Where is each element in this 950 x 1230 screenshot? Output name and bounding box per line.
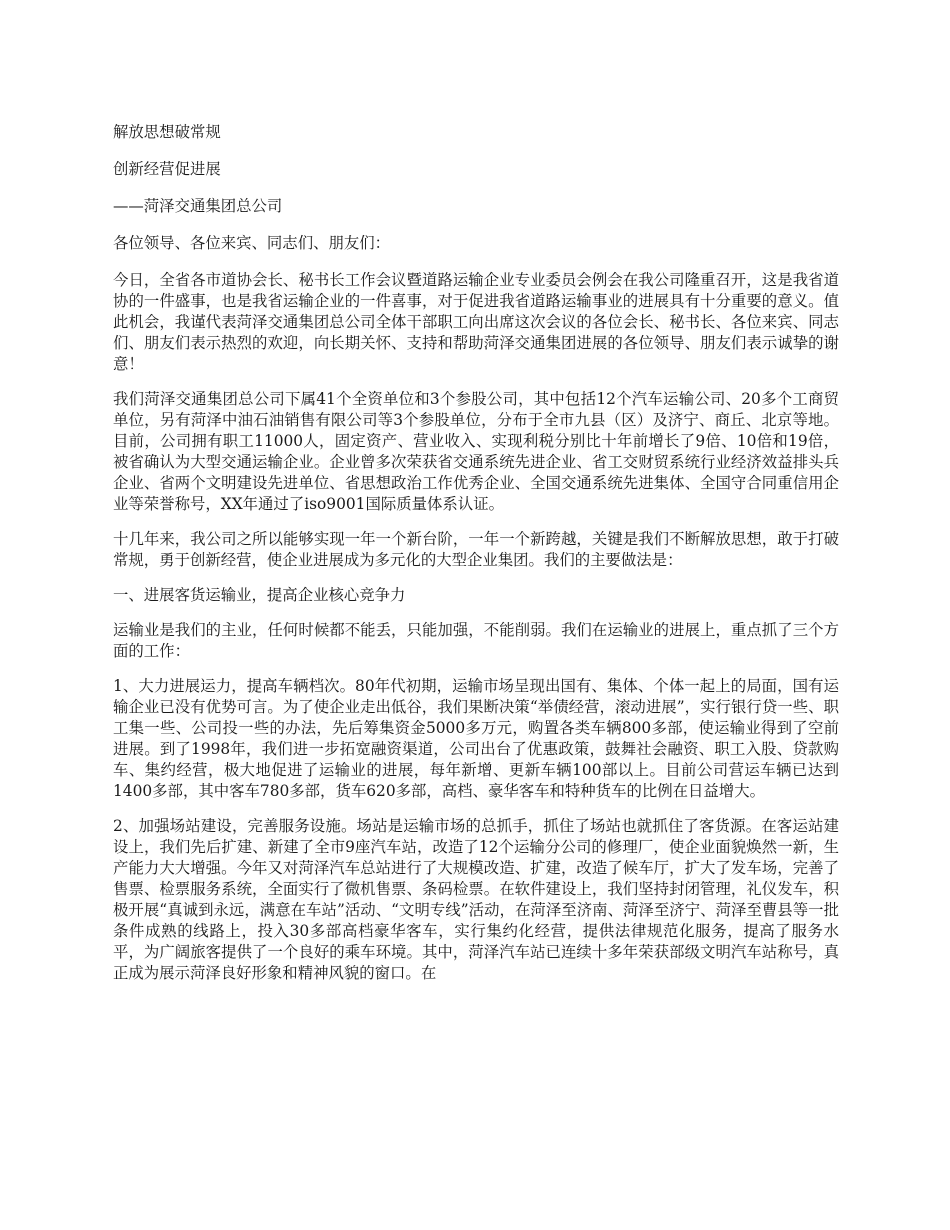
section-heading-1: 一、进展客货运输业，提高企业核心竞争力 bbox=[113, 586, 406, 604]
paragraph-transport-intro: 运输业是我们的主业，任何时候都不能丢，只能加强，不能削弱。我们在运输业的进展上，重点抓了三个方面的工作： bbox=[113, 621, 839, 660]
paragraph-overview: 十几年来，我公司之所以能够实现一年一个新台阶，一年一个新跨越，关键是我们不断解放思想，敢于打破常规，勇于创新经营，使企业进展成为多元化的大型企业集团。我们的主要做法是： bbox=[113, 530, 839, 569]
paragraph-company-profile: 我们菏泽交通集团总公司下属41个全资单位和3个参股公司，其中包括12个汽车运输公司、20多个工商贸单位，另有菏泽中油石油销售有限公司等3个参股单位，分布于全市九县（区）及济宁、商丘、北京等地。目前，公司拥有职工11000人，固定资产、营业收入、实现利税分别比十年前增长了9倍、10倍和19倍，被省确认为大型交通运输企业。企业曾多次荣获省交通系统先进企业、省工交财贸系统行业经济效益排头兵企业、省两个文明建设先进单位、省思想政治工作优秀企业、全国交通系统先进集体、全国守合同重信用企业等荣誉称号，XX年通过了iso9001国际质量体系认证。 bbox=[113, 390, 839, 513]
document-title-line1: 解放思想破常规 bbox=[113, 123, 221, 141]
document-author: ——菏泽交通集团总公司 bbox=[113, 197, 283, 215]
paragraph-item-2: 2、加强场站建设，完善服务设施。场站是运输市场的总抓手，抓住了场站也就抓住了客货源。在客运站建设上，我们先后扩建、新建了全市9座汽车站，改造了12个运输分公司的修理厂，使企业面貌焕然一新，生产能力大大增强。今年又对菏泽汽车总站进行了大规模改造、扩建，改造了候车厅，扩大了发车场，完善了售票、检票服务系统，全面实行了微机售票、条码检票。在软件建设上，我们坚持封闭管理，礼仪发车，积极开展“真诚到永远，满意在车站”活动、“文明专线”活动，在菏泽至济南、菏泽至济宁、菏泽至曹县等一批条件成熟的线路上，投入30多部高档豪华客车，实行集约化经营，提供法律规范化服务，提高了服务水平，为广阔旅客提供了一个良好的乘车环境。其中，菏泽汽车站已连续十多年荣获部级文明汽车站称号，真正成为展示菏泽良好形象和精神风貌的窗口。在 bbox=[113, 817, 839, 982]
paragraph-welcome: 今日，全省各市道协会长、秘书长工作会议暨道路运输企业专业委员会例会在我公司隆重召开，这是我省道协的一件盛事，也是我省运输企业的一件喜事，对于促进我省道路运输事业的进展具有十分重要的意义。值此机会，我谨代表菏泽交通集团总公司全体干部职工向出席这次会议的各位会长、秘书长、各位来宾、同志们、朋友们表示热烈的欢迎，向长期关怀、支持和帮助菏泽交通集团进展的各位领导、朋友们表示诚挚的谢意！ bbox=[113, 271, 839, 373]
paragraph-item-1: 1、大力进展运力，提高车辆档次。80年代初期，运输市场呈现出国有、集体、个体一起上的局面，国有运输企业已没有优势可言。为了使企业走出低谷，我们果断决策“举债经营，滚动进展”，实行银行贷一些、职工集一些、公司投一些的办法，先后筹集资金5000多万元，购置各类车辆800多部，使运输业得到了空前进展。到了1998年，我们进一步拓宽融资渠道，公司出台了优惠政策，鼓舞社会融资、职工入股、贷款购车、集约经营，极大地促进了运输业的进展，每年新增、更新车辆100部以上。目前公司营运车辆已达到1400多部，其中客车780多部，货车620多部，高档、豪华客车和特种货车的比例在日益增大。 bbox=[113, 677, 839, 800]
document-salutation: 各位领导、各位来宾、同志们、朋友们： bbox=[113, 234, 391, 252]
document-title-line2: 创新经营促进展 bbox=[113, 160, 221, 178]
document-body bbox=[113, 122, 839, 998]
